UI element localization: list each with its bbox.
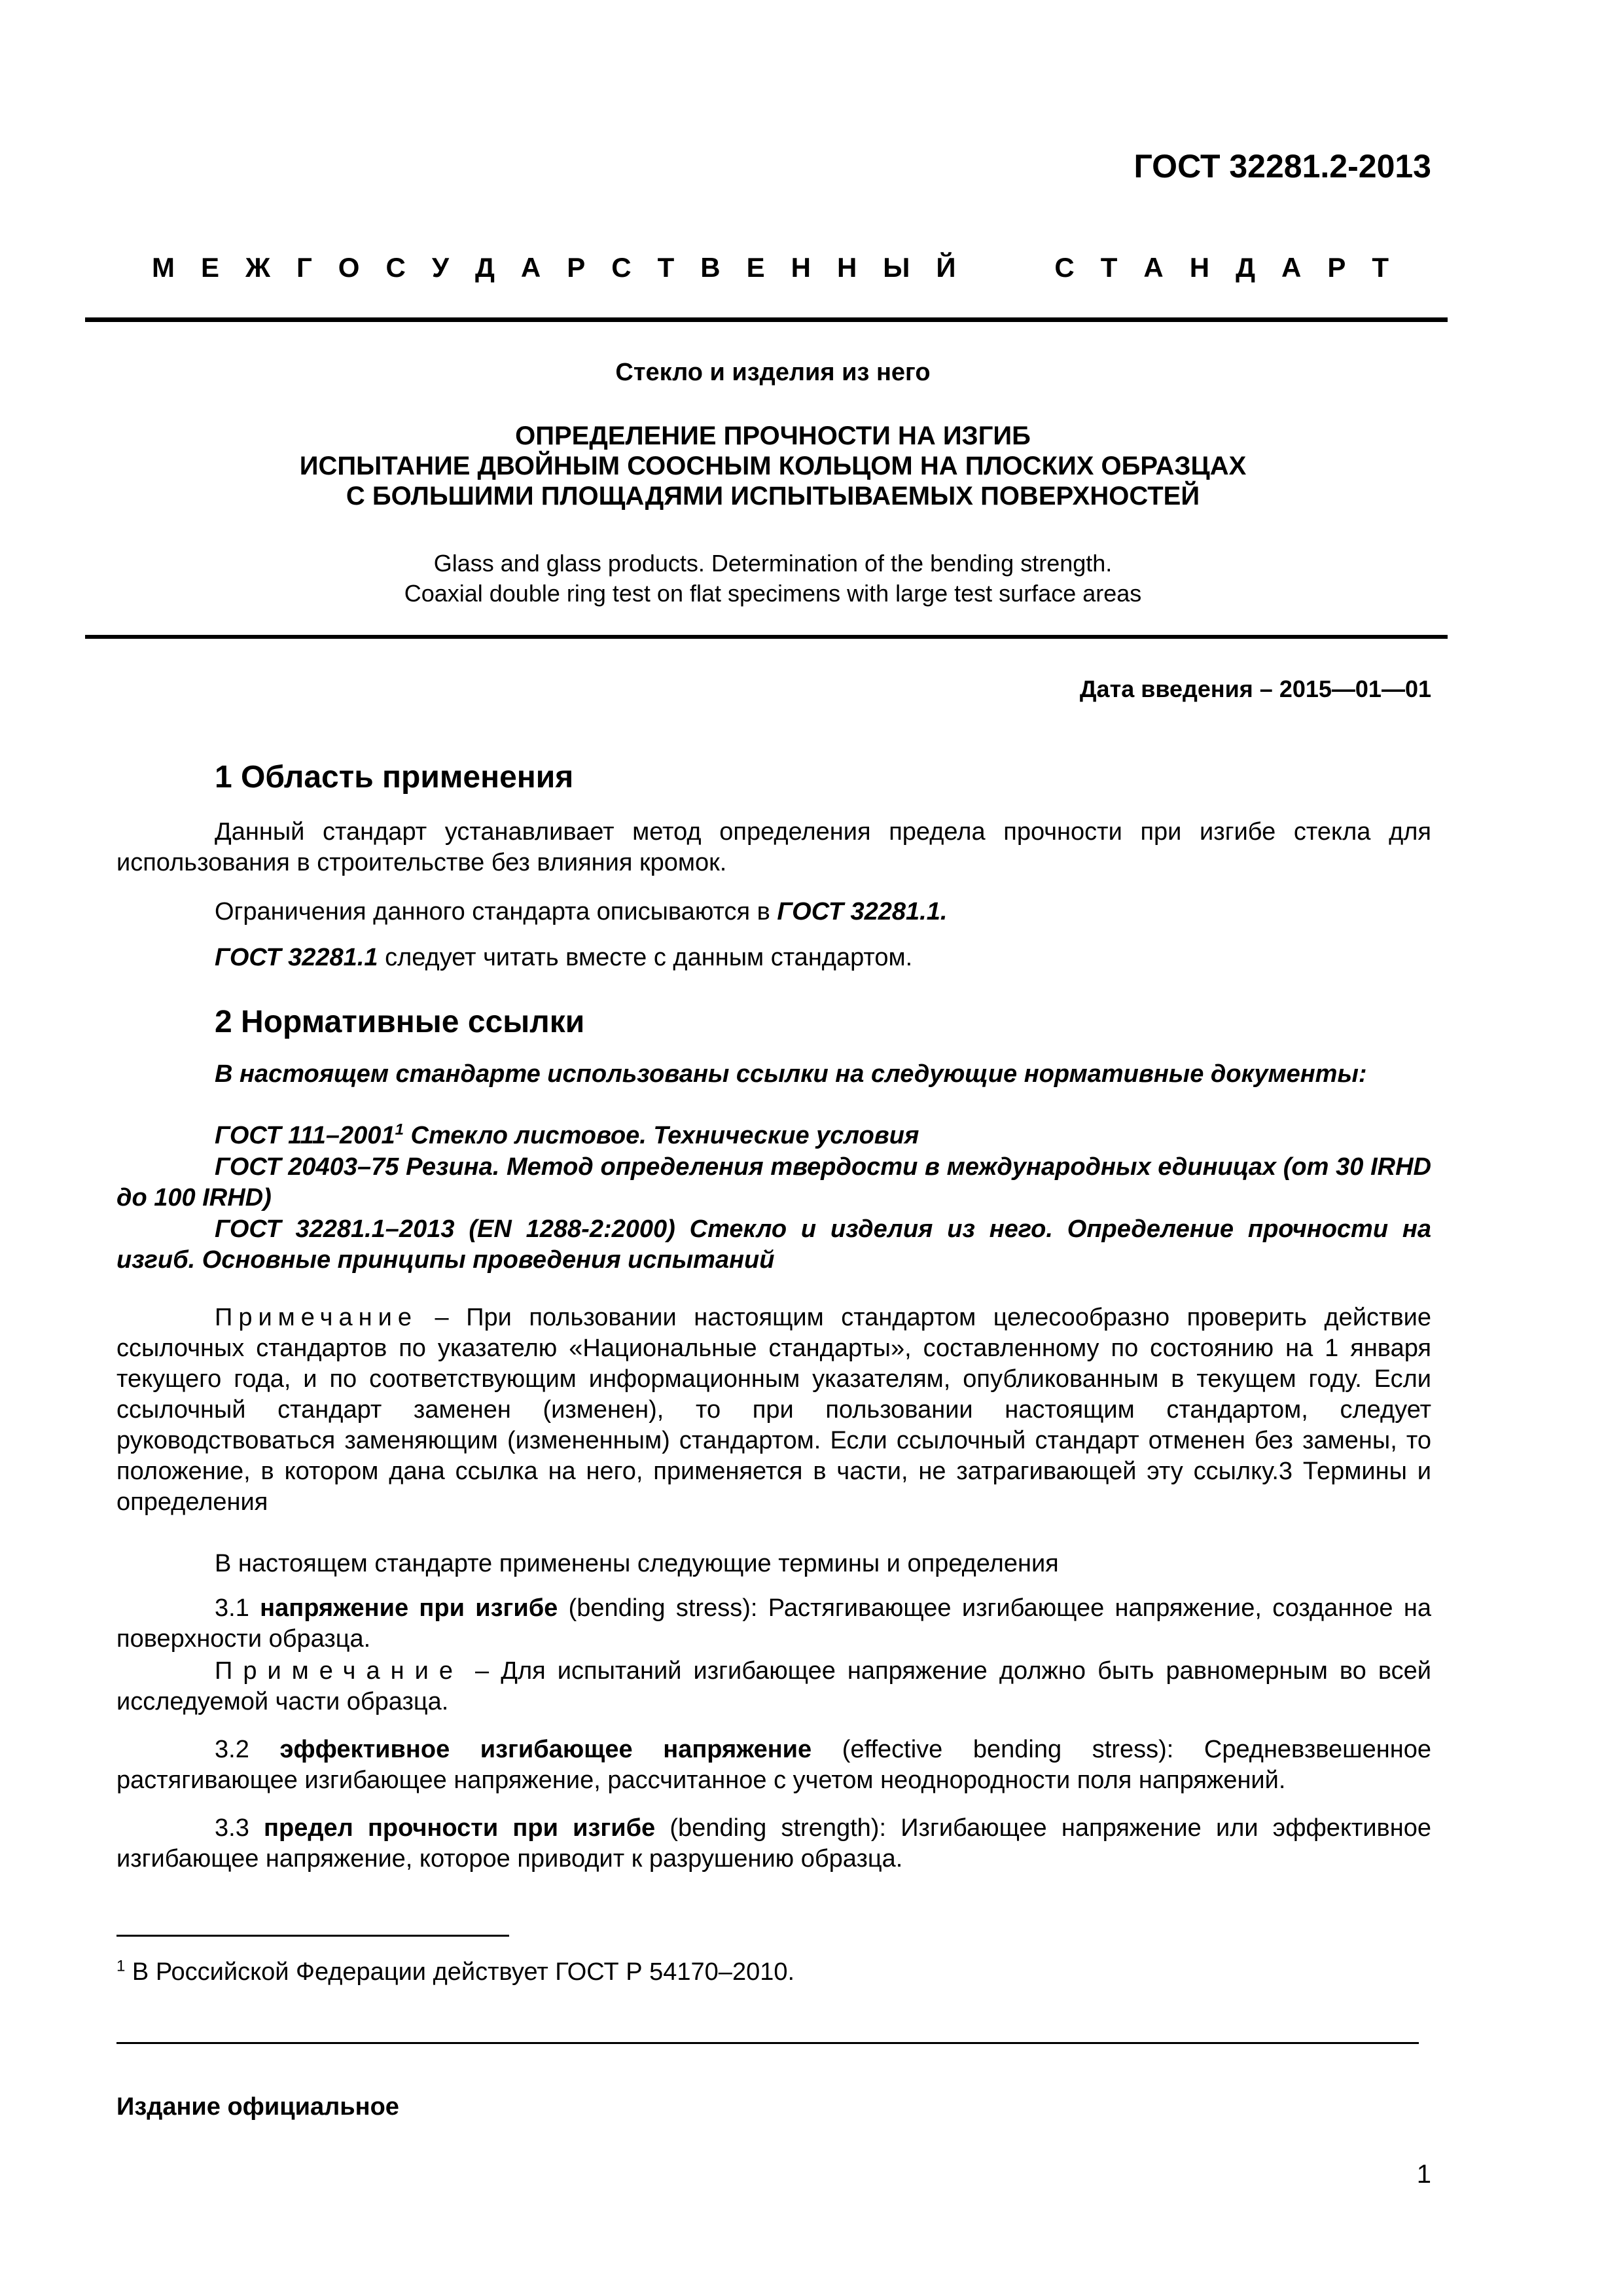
- note-text: – Для испытаний изгибающее напряжение должно быть равномерным во всей исследуемой части образца.: [116, 1657, 1431, 1715]
- term-name: эффективное изгибающее напряжение: [279, 1736, 812, 1763]
- term-note: [116, 1656, 1431, 1717]
- standard-reference: ГОСТ 32281.1: [215, 944, 378, 971]
- title-line: ОПРЕДЕЛЕНИЕ ПРОЧНОСТИ НА ИЗГИБ: [515, 422, 1031, 450]
- banner-letter: Т: [657, 252, 675, 283]
- banner-letter: М: [152, 252, 175, 283]
- note-label: Примечание: [215, 1304, 418, 1331]
- banner-letter: Т: [1372, 252, 1389, 283]
- note-text: – При пользовании настоящим стандартом целесообразно проверить действие ссылочных стандартов по указателю «Национальные стандарты», составленному по состоянию на 1 января текущего года, и по соответствующим информационным указателям, опубликованным в текущем году. Если ссылочный стандарт заменен (изменен), то при пользовании настоящим стандартом, следует руководствоваться заменяющим (измененным) стандартом. Если ссылочный стандарт отменен без замены, то положение, в котором дана ссылка на него, применяется в части, не затрагивающей эту ссылку.3 Термины и определения: [116, 1304, 1431, 1516]
- banner-word-interstate: [152, 252, 956, 283]
- note-label: Примечание: [215, 1657, 463, 1685]
- term-text: (bending strength): Изгибающее напряжение или эффективное изгибающее напряжение, которое приводит к разрушению образца.: [116, 1814, 1431, 1873]
- banner-letter: А: [1143, 252, 1164, 283]
- term-number: 3.3: [215, 1814, 264, 1842]
- section-1-paragraph: [116, 942, 1431, 973]
- banner-letter: Ж: [245, 252, 270, 283]
- section-1-heading: 1 Область применения: [215, 760, 574, 795]
- banner-letter: Ы: [883, 252, 910, 283]
- banner-letter: С: [611, 252, 632, 283]
- banner-letter: С: [1054, 252, 1075, 283]
- reference-title: Стекло листовое. Технические условия: [403, 1122, 919, 1149]
- banner-letter: Г: [296, 252, 312, 283]
- paragraph-text: Ограничения данного стандарта описываются в: [215, 898, 777, 925]
- document-code: ГОСТ 32281.2-2013: [1133, 148, 1431, 185]
- banner-letter: Р: [567, 252, 586, 283]
- reference-code: ГОСТ 111–2001: [215, 1122, 395, 1149]
- page-number: 1: [1416, 2160, 1431, 2189]
- title-rule: [85, 635, 1448, 639]
- section-1-paragraph: Данный стандарт устанавливает метод определения предела прочности при изгибе стекла для использования в строительстве без влияния кромок.: [116, 818, 1431, 876]
- banner-letter: Е: [201, 252, 220, 283]
- footnote-rule: [116, 1935, 509, 1937]
- footnote-text: В Российской Федерации действует ГОСТ Р 54170–2010.: [125, 1958, 795, 1986]
- english-title-line: Glass and glass products. Determination of the bending strength.: [433, 550, 1113, 577]
- banner-letter: У: [431, 252, 449, 283]
- references-note: [116, 1302, 1431, 1518]
- document-title: [85, 421, 1461, 511]
- banner-letter: Н: [1189, 252, 1210, 283]
- term-text: (bending stress): Растягивающее изгибающее напряжение, созданное на поверхности образца.: [116, 1594, 1431, 1653]
- banner-word-standard: [1054, 252, 1389, 283]
- banner-letter: Д: [474, 252, 495, 283]
- english-title: [85, 548, 1461, 609]
- term-definition: [116, 1813, 1431, 1874]
- banner-letter: Д: [1236, 252, 1255, 283]
- category-heading: Стекло и изделия из него: [615, 359, 931, 386]
- introduction-date: Дата введения – 2015—01—01: [1079, 675, 1431, 702]
- banner-letter: А: [520, 252, 541, 283]
- reference-item: ГОСТ 32281.1–2013 (EN 1288-2:2000) Стекло и изделия из него. Определение прочности на изгиб. Основные принципы проведения испытаний: [116, 1215, 1431, 1274]
- banner-letter: С: [385, 252, 406, 283]
- term-number: 3.1: [215, 1594, 260, 1622]
- official-edition-label: Издание официальное: [116, 2093, 399, 2121]
- title-line: С БОЛЬШИМИ ПЛОЩАДЯМИ ИСПЫТЫВАЕМЫХ ПОВЕРХНОСТЕЙ: [346, 482, 1200, 511]
- term-name: напряжение при изгибе: [260, 1594, 558, 1622]
- footer-rule: [116, 2042, 1419, 2044]
- banner-letter: Н: [791, 252, 811, 283]
- term-definition: [116, 1593, 1431, 1655]
- banner-letter: А: [1281, 252, 1302, 283]
- banner-letter: О: [338, 252, 360, 283]
- reference-item: [116, 1121, 1431, 1151]
- banner-letter: Т: [1100, 252, 1118, 283]
- banner-letter: В: [700, 252, 721, 283]
- footnote-marker: 1: [395, 1121, 404, 1139]
- term-text: (effective bending stress): Средневзвешенное растягивающее изгибающее напряжение, рассчитанное с учетом неоднородности поля напряжений.: [116, 1736, 1431, 1794]
- section-2-heading: 2 Нормативные ссылки: [215, 1005, 585, 1039]
- banner-letter: Р: [1327, 252, 1346, 283]
- paragraph-text: следует читать вместе с данным стандартом.: [378, 944, 913, 971]
- term-definition: [116, 1734, 1431, 1796]
- references-intro: В настоящем стандарте использованы ссылки на следующие нормативные документы:: [215, 1060, 1367, 1088]
- standard-reference: ГОСТ 32281.1.: [777, 898, 948, 925]
- term-number: 3.2: [215, 1736, 280, 1763]
- banner-letter: Н: [836, 252, 857, 283]
- english-title-line: Coaxial double ring test on flat specimens with large test surface areas: [404, 580, 1142, 607]
- terms-intro: В настоящем стандарте применены следующие термины и определения: [215, 1550, 1059, 1577]
- reference-item: ГОСТ 20403–75 Резина. Метод определения твердости в международных единицах (от 30 IRHD до 100 IRHD): [116, 1153, 1431, 1211]
- term-name: предел прочности при изгибе: [264, 1814, 656, 1842]
- header-rule: [85, 317, 1448, 322]
- section-1-paragraph: [116, 897, 1431, 927]
- footnote: [116, 1958, 794, 1986]
- banner-letter: Й: [936, 252, 956, 283]
- title-line: ИСПЫТАНИЕ ДВОЙНЫМ СООСНЫМ КОЛЬЦОМ НА ПЛОСКИХ ОБРАЗЦАХ: [299, 452, 1247, 480]
- banner-letter: Е: [746, 252, 765, 283]
- footnote-marker: 1: [116, 1957, 126, 1975]
- interstate-standard-banner: [152, 252, 1389, 283]
